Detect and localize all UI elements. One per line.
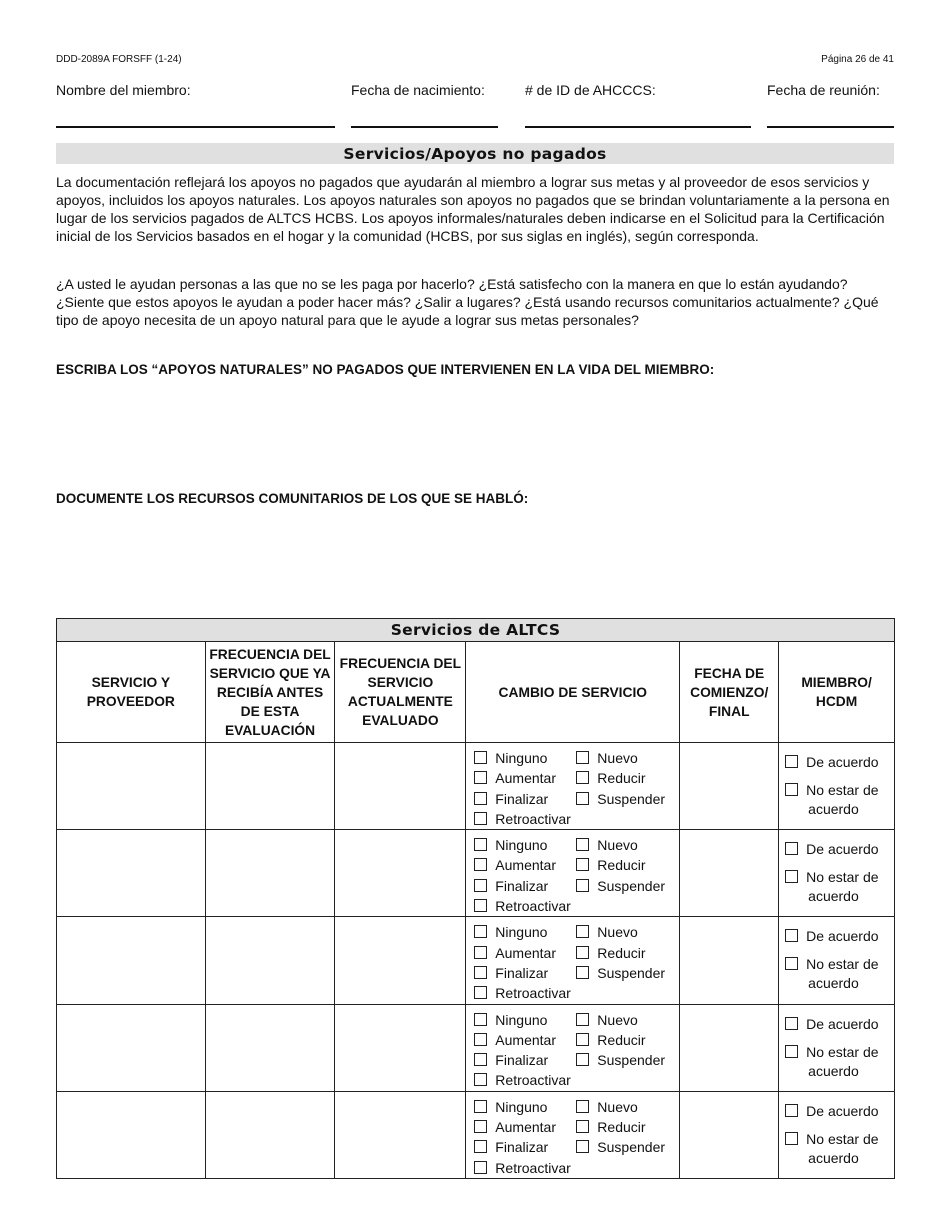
option-label: Ninguno xyxy=(495,924,548,941)
natural-supports-label: ESCRIBA LOS “APOYOS NATURALES” NO PAGADOS QUE INTERVIENEN EN LA VIDA DEL MIEMBRO: xyxy=(56,362,715,377)
checkbox[interactable] xyxy=(785,929,798,942)
checkbox[interactable] xyxy=(474,966,487,979)
disagree-option[interactable] xyxy=(785,1043,894,1081)
change-option-suspender[interactable] xyxy=(576,1137,676,1157)
service-change-options xyxy=(466,1005,679,1091)
change-option-retroactivar[interactable] xyxy=(474,896,576,916)
option-label: Suspender xyxy=(597,964,666,981)
member-hcdm-cell xyxy=(779,1091,895,1178)
checkbox[interactable] xyxy=(576,858,589,871)
column-header: SERVICIO Y PROVEEDOR xyxy=(57,642,206,743)
checkbox[interactable] xyxy=(474,792,487,805)
option-label: Ninguno xyxy=(495,1098,548,1115)
change-option-suspender[interactable] xyxy=(576,789,676,809)
change-option-finalizar[interactable] xyxy=(474,876,576,896)
option-label: Retroactivar xyxy=(495,898,571,915)
change-option-ninguno[interactable] xyxy=(474,1010,576,1030)
option-label: No estar de acuerdo xyxy=(806,1130,879,1166)
checkbox[interactable] xyxy=(474,771,487,784)
change-option-retroactivar[interactable] xyxy=(474,983,576,1003)
member-name-label: Nombre del miembro: xyxy=(56,82,191,98)
change-option-finalizar[interactable] xyxy=(474,789,576,809)
option-label: Nuevo xyxy=(597,924,638,941)
start-end-date-cell[interactable] xyxy=(680,1004,779,1091)
column-header: FECHA DE COMIENZO/ FINAL xyxy=(680,642,779,743)
column-header: MIEMBRO/ HCDM xyxy=(779,642,895,743)
checkbox[interactable] xyxy=(474,1013,487,1026)
service-provider-cell[interactable] xyxy=(57,743,206,830)
option-label: Reducir xyxy=(597,1031,646,1048)
checkbox[interactable] xyxy=(474,879,487,892)
option-label: Retroactivar xyxy=(495,1072,571,1089)
checkbox[interactable] xyxy=(785,1017,798,1030)
option-label: De acuerdo xyxy=(806,928,879,945)
checkbox[interactable] xyxy=(474,858,487,871)
option-label: Reducir xyxy=(597,1119,646,1136)
option-label: Finalizar xyxy=(495,790,549,807)
table-row xyxy=(57,1091,895,1178)
change-option-reducir[interactable] xyxy=(576,1117,676,1137)
unpaid-paragraph-1: La documentación reflejará los apoyos no pagados que ayudarán al miembro a lograr sus metas y al proveedor de esos servicios y apoyos, incluidos los apoyos naturales. Los apoyos naturales son apoyos no pagados que se brindan voluntariamente a la persona en lugar de los servicios pagados de ALTCS HCBS. Los apoyos informales/naturales deben indicarse en el Solicitud para la Certificación inicial de los Servicios basados en el hogar y la comunidad (HCBS, por sus siglas en inglés), según corresponda. xyxy=(56,174,890,244)
checkbox[interactable] xyxy=(785,1045,798,1058)
checkbox[interactable] xyxy=(474,1033,487,1046)
option-label: Finalizar xyxy=(495,964,549,981)
checkbox[interactable] xyxy=(474,986,487,999)
checkbox[interactable] xyxy=(474,1073,487,1086)
checkbox[interactable] xyxy=(785,1132,798,1145)
option-label: Aumentar xyxy=(495,1119,556,1136)
agree-option[interactable] xyxy=(785,1102,894,1121)
checkbox[interactable] xyxy=(576,966,589,979)
option-label: Retroactivar xyxy=(495,810,571,827)
option-label: Nuevo xyxy=(597,837,638,854)
change-option-suspender[interactable] xyxy=(576,876,676,896)
checkbox[interactable] xyxy=(785,783,798,796)
change-option-finalizar[interactable] xyxy=(474,1050,576,1070)
option-label: Finalizar xyxy=(495,1052,549,1069)
change-option-suspender[interactable] xyxy=(576,1050,676,1070)
change-option-nuevo[interactable] xyxy=(576,1010,676,1030)
checkbox[interactable] xyxy=(474,1100,487,1113)
checkbox[interactable] xyxy=(576,792,589,805)
checkbox[interactable] xyxy=(785,842,798,855)
option-label: No estar de acuerdo xyxy=(806,869,879,905)
option-label: Ninguno xyxy=(495,1011,548,1028)
disagree-option[interactable] xyxy=(785,1130,894,1168)
disagree-option[interactable] xyxy=(785,955,894,993)
change-option-aumentar[interactable] xyxy=(474,943,576,963)
column-header: CAMBIO DE SERVICIO xyxy=(466,642,680,743)
natural-supports-field[interactable] xyxy=(56,382,894,482)
checkbox[interactable] xyxy=(474,1120,487,1133)
column-header: FRECUENCIA DEL SERVICIO QUE YA RECIBÍA ANTES DE ESTA EVALUACIÓN xyxy=(205,642,335,743)
member-hcdm-cell xyxy=(779,830,895,917)
checkbox[interactable] xyxy=(474,925,487,938)
option-label: No estar de acuerdo xyxy=(806,1043,879,1079)
option-label: Reducir xyxy=(597,944,646,961)
option-label: Aumentar xyxy=(495,857,556,874)
prior-frequency-cell[interactable] xyxy=(205,830,335,917)
change-option-finalizar[interactable] xyxy=(474,963,576,983)
service-change-cell xyxy=(466,917,680,1004)
service-provider-cell[interactable] xyxy=(57,830,206,917)
change-option-reducir[interactable] xyxy=(576,855,676,875)
agreement-options xyxy=(779,917,894,993)
checkbox[interactable] xyxy=(576,771,589,784)
service-provider-cell[interactable] xyxy=(57,917,206,1004)
dob-label: Fecha de nacimiento: xyxy=(351,82,485,98)
checkbox[interactable] xyxy=(474,812,487,825)
service-change-cell xyxy=(466,1091,680,1178)
option-label: Aumentar xyxy=(495,944,556,961)
checkbox[interactable] xyxy=(576,1013,589,1026)
ahcccs-id-label: # de ID de AHCCCS: xyxy=(525,82,656,98)
agreement-options xyxy=(779,1005,894,1081)
service-provider-cell[interactable] xyxy=(57,1091,206,1178)
table-row xyxy=(57,830,895,917)
checkbox[interactable] xyxy=(576,1120,589,1133)
agree-option[interactable] xyxy=(785,753,894,772)
member-name-field[interactable] xyxy=(56,126,335,128)
start-end-date-cell[interactable] xyxy=(680,917,779,1004)
assessed-frequency-cell[interactable] xyxy=(335,917,466,1004)
prior-frequency-cell[interactable] xyxy=(205,1004,335,1091)
agree-option[interactable] xyxy=(785,1015,894,1034)
checkbox[interactable] xyxy=(576,1100,589,1113)
checkbox[interactable] xyxy=(576,1140,589,1153)
checkbox[interactable] xyxy=(474,1161,487,1174)
change-option-nuevo[interactable] xyxy=(576,835,676,855)
agreement-options xyxy=(779,830,894,906)
checkbox[interactable] xyxy=(474,838,487,851)
altcs-table-title: Servicios de ALTCS xyxy=(57,619,895,642)
start-end-date-cell[interactable] xyxy=(680,830,779,917)
change-option-retroactivar[interactable] xyxy=(474,1158,576,1178)
change-option-ninguno[interactable] xyxy=(474,835,576,855)
agree-option[interactable] xyxy=(785,840,894,859)
checkbox[interactable] xyxy=(785,870,798,883)
option-label: De acuerdo xyxy=(806,841,879,858)
option-label: Ninguno xyxy=(495,750,548,766)
service-change-cell xyxy=(466,830,680,917)
checkbox[interactable] xyxy=(474,1140,487,1153)
checkbox[interactable] xyxy=(474,751,487,764)
change-option-nuevo[interactable] xyxy=(576,748,676,768)
change-option-retroactivar[interactable] xyxy=(474,1070,576,1090)
checkbox[interactable] xyxy=(576,1053,589,1066)
member-hcdm-cell xyxy=(779,917,895,1004)
table-row xyxy=(57,743,895,830)
unpaid-paragraph-2: ¿A usted le ayudan personas a las que no se les paga por hacerlo? ¿Está satisfecho con la manera en que lo están ayudando? ¿Siente que estos apoyos le ayudan a poder hacer más? ¿Salir a lugares? ¿Está usando recursos comunitarios actualmente? ¿Qué tipo de apoyo necesita de un apoyo natural para que le ayude a lograr sus metas personales? xyxy=(56,276,879,328)
option-label: De acuerdo xyxy=(806,1102,879,1119)
change-option-suspender[interactable] xyxy=(576,963,676,983)
option-label: Aumentar xyxy=(495,1031,556,1048)
option-label: De acuerdo xyxy=(806,1015,879,1032)
change-option-retroactivar[interactable] xyxy=(474,809,576,829)
change-option-ninguno[interactable] xyxy=(474,748,576,768)
agreement-options xyxy=(779,1092,894,1168)
change-option-aumentar[interactable] xyxy=(474,1030,576,1050)
community-resources-label: DOCUMENTE LOS RECURSOS COMUNITARIOS DE LOS QUE SE HABLÓ: xyxy=(56,491,529,506)
dob-field[interactable] xyxy=(351,126,498,128)
assessed-frequency-cell[interactable] xyxy=(335,1091,466,1178)
option-label: Suspender xyxy=(597,790,666,807)
service-provider-cell[interactable] xyxy=(57,1004,206,1091)
column-header: FRECUENCIA DEL SERVICIO ACTUALMENTE EVALUADO xyxy=(335,642,466,743)
unpaid-section-title: Servicios/Apoyos no pagados xyxy=(56,143,894,164)
change-option-finalizar[interactable] xyxy=(474,1137,576,1157)
option-label: Suspender xyxy=(597,877,666,894)
option-label: Finalizar xyxy=(495,877,549,894)
change-option-nuevo[interactable] xyxy=(576,922,676,942)
change-option-aumentar[interactable] xyxy=(474,855,576,875)
option-label: Finalizar xyxy=(495,1139,549,1156)
change-option-aumentar[interactable] xyxy=(474,1117,576,1137)
assessed-frequency-cell[interactable] xyxy=(335,830,466,917)
change-option-ninguno[interactable] xyxy=(474,1097,576,1117)
option-label: Retroactivar xyxy=(495,1159,571,1176)
option-label: Nuevo xyxy=(597,1011,638,1028)
table-row xyxy=(57,1004,895,1091)
change-option-ninguno[interactable] xyxy=(474,922,576,942)
option-label: Reducir xyxy=(597,770,646,787)
disagree-option[interactable] xyxy=(785,781,894,819)
checkbox[interactable] xyxy=(785,755,798,768)
prior-frequency-cell[interactable] xyxy=(205,743,335,830)
change-option-nuevo[interactable] xyxy=(576,1097,676,1117)
option-label: No estar de acuerdo xyxy=(806,782,879,817)
service-change-options xyxy=(466,917,679,1003)
assessed-frequency-cell[interactable] xyxy=(335,1004,466,1091)
member-hcdm-cell xyxy=(779,743,895,830)
checkbox[interactable] xyxy=(785,1104,798,1117)
option-label: Nuevo xyxy=(597,750,638,766)
table-row xyxy=(57,917,895,1004)
altcs-services-table xyxy=(56,618,895,1179)
start-end-date-cell[interactable] xyxy=(680,743,779,830)
change-option-aumentar[interactable] xyxy=(474,768,576,788)
change-option-reducir[interactable] xyxy=(576,768,676,788)
checkbox[interactable] xyxy=(474,1053,487,1066)
start-end-date-cell[interactable] xyxy=(680,1091,779,1178)
checkbox[interactable] xyxy=(576,838,589,851)
checkbox[interactable] xyxy=(576,879,589,892)
meeting-date-field[interactable] xyxy=(767,126,894,128)
disagree-option[interactable] xyxy=(785,868,894,906)
change-option-reducir[interactable] xyxy=(576,943,676,963)
checkbox[interactable] xyxy=(576,751,589,764)
prior-frequency-cell[interactable] xyxy=(205,1091,335,1178)
community-resources-field[interactable] xyxy=(56,512,894,612)
checkbox[interactable] xyxy=(576,925,589,938)
service-change-options xyxy=(466,830,679,916)
service-change-cell xyxy=(466,1004,680,1091)
checkbox[interactable] xyxy=(576,946,589,959)
option-label: Suspender xyxy=(597,1052,666,1069)
agreement-options xyxy=(779,743,894,819)
page-number: Página 26 de 41 xyxy=(821,54,894,65)
form-id: DDD-2089A FORSFF (1-24) xyxy=(56,54,182,65)
checkbox[interactable] xyxy=(785,957,798,970)
agree-option[interactable] xyxy=(785,927,894,946)
option-label: Ninguno xyxy=(495,837,548,854)
option-label: Nuevo xyxy=(597,1098,638,1115)
service-change-options xyxy=(466,743,679,829)
ahcccs-id-field[interactable] xyxy=(525,126,751,128)
meeting-date-label: Fecha de reunión: xyxy=(767,82,880,98)
prior-frequency-cell[interactable] xyxy=(205,917,335,1004)
change-option-reducir[interactable] xyxy=(576,1030,676,1050)
checkbox[interactable] xyxy=(474,946,487,959)
service-change-options xyxy=(466,1092,679,1178)
checkbox[interactable] xyxy=(474,899,487,912)
service-change-cell xyxy=(466,743,680,830)
option-label: De acuerdo xyxy=(806,754,879,770)
member-hcdm-cell xyxy=(779,1004,895,1091)
assessed-frequency-cell[interactable] xyxy=(335,743,466,830)
checkbox[interactable] xyxy=(576,1033,589,1046)
option-label: No estar de acuerdo xyxy=(806,956,879,992)
option-label: Suspender xyxy=(597,1139,666,1156)
option-label: Reducir xyxy=(597,857,646,874)
option-label: Aumentar xyxy=(495,770,556,787)
option-label: Retroactivar xyxy=(495,985,571,1002)
